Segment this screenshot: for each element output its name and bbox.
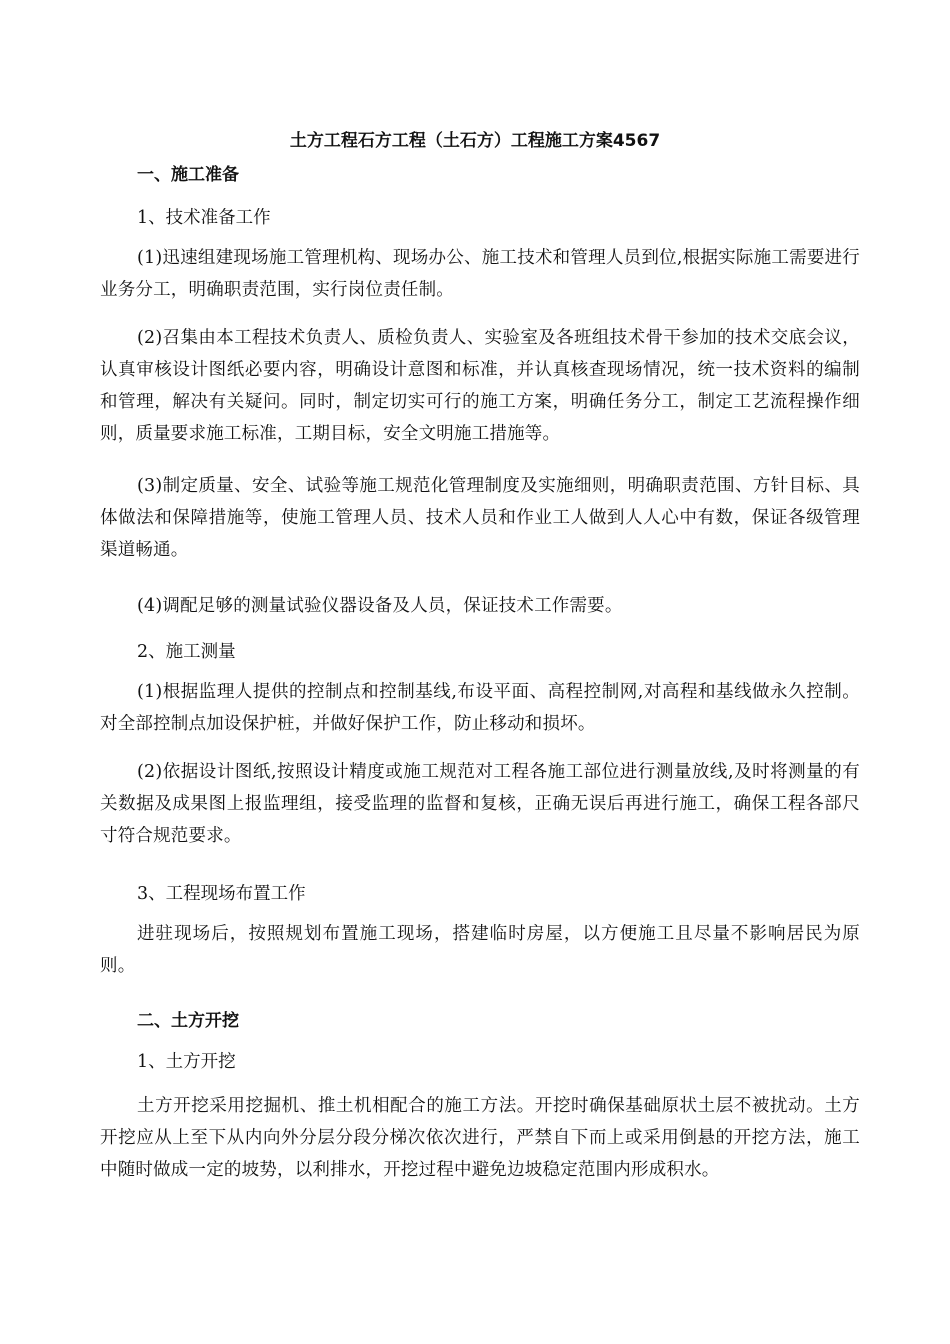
paragraph: (1)迅速组建现场施工管理机构、现场办公、施工技术和管理人员到位,根据实际施工需要进行业务分工，明确职责范围，实行岗位责任制。 — [100, 248, 860, 300]
section-heading-preparation: 一、施工准备 — [137, 165, 239, 185]
paragraph: (2)召集由本工程技术负责人、质检负责人、实验室及各班组技术骨干参加的技术交底会议，认真审核设计图纸必要内容，明确设计意图和标准，并认真核查现场情况，统一技术资料的编制和管理，解决有关疑问。同时，制定切实可行的施工方案，明确任务分工，制定工艺流程操作细则，质量要求施工标准，工期目标，安全文明施工措施等。 — [100, 328, 860, 444]
subsection-heading-technical: 1、技术准备工作 — [137, 208, 271, 228]
paragraph: 进驻现场后，按照规划布置施工现场，搭建临时房屋，以方便施工且尽量不影响居民为原则。 — [100, 924, 860, 976]
document-title: 土方工程石方工程（土石方）工程施工方案4567 — [289, 131, 661, 151]
paragraph: (3)制定质量、安全、试验等施工规范化管理制度及实施细则，明确职责范围、方针目标、具体做法和保障措施等，使施工管理人员、技术人员和作业工人做到人人心中有数，保证各级管理渠道畅通。 — [100, 476, 860, 560]
subsection-heading-site-layout: 3、工程现场布置工作 — [137, 884, 306, 904]
paragraph: 土方开挖采用挖掘机、推土机相配合的施工方法。开挖时确保基础原状土层不被扰动。土方开挖应从上至下从内向外分层分段分梯次依次进行，严禁自下而上或采用倒悬的开挖方法，施工中随时做成一定的坡势，以利排水，开挖过程中避免边坡稳定范围内形成积水。 — [100, 1096, 860, 1180]
subsection-heading-earth-excavation: 1、土方开挖 — [137, 1052, 236, 1072]
paragraph: (2)依据设计图纸,按照设计精度或施工规范对工程各施工部位进行测量放线,及时将测量的有关数据及成果图上报监理组，接受监理的监督和复核，正确无误后再进行施工，确保工程各部尺寸符合规范要求。 — [100, 762, 860, 846]
section-heading-excavation: 二、土方开挖 — [137, 1011, 239, 1031]
paragraph: (1)根据监理人提供的控制点和控制基线,布设平面、高程控制网,对高程和基线做永久控制。对全部控制点加设保护桩，并做好保护工作，防止移动和损坏。 — [100, 682, 860, 734]
paragraph: (4)调配足够的测量试验仪器设备及人员，保证技术工作需要。 — [137, 596, 623, 616]
subsection-heading-survey: 2、施工测量 — [137, 642, 236, 662]
